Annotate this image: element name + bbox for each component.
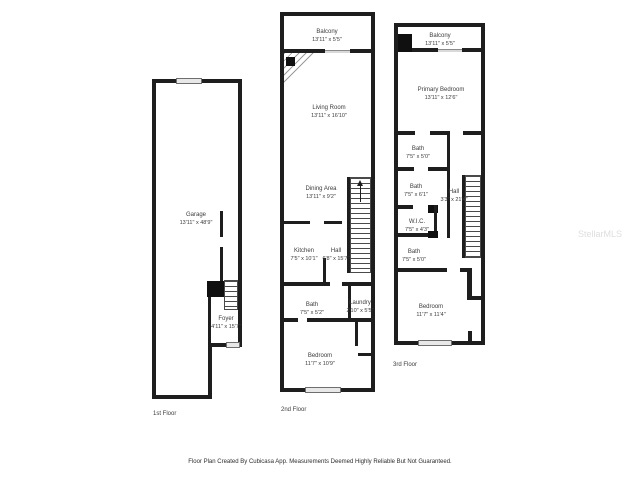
room-name: Bedroom bbox=[307, 353, 333, 359]
wall bbox=[284, 282, 330, 286]
room-dims: 7'5" x 4'3" bbox=[404, 226, 430, 233]
room-dims: 11'7" x 11'4" bbox=[416, 311, 446, 318]
wall bbox=[350, 49, 375, 53]
room-label-living-room bbox=[311, 105, 347, 120]
wall bbox=[280, 12, 375, 16]
wall bbox=[220, 247, 223, 281]
wall bbox=[394, 205, 413, 209]
room-name: Balcony bbox=[429, 33, 451, 39]
room-name: Bath bbox=[411, 146, 425, 152]
room-dims: 13'11" x 9'2" bbox=[306, 193, 336, 200]
room-label-dining-area bbox=[305, 186, 336, 201]
wall bbox=[394, 131, 415, 135]
wall bbox=[208, 343, 212, 399]
room-dims: 2'10" x 5'5" bbox=[346, 307, 374, 314]
wall bbox=[447, 131, 450, 238]
room-dims: 4'11" x 15'7" bbox=[211, 323, 241, 330]
room-label-laundry bbox=[346, 300, 373, 315]
room-dims: 7'5" x 5'0" bbox=[401, 256, 427, 263]
room-label-balcony bbox=[312, 29, 342, 44]
wall bbox=[430, 131, 447, 135]
balcony-door bbox=[438, 49, 462, 52]
wall bbox=[467, 272, 472, 298]
room-dims: 6'8" x 15'7" bbox=[322, 255, 350, 262]
room-name: Dining Area bbox=[305, 186, 337, 192]
room-dims: 13'11" x 16'10" bbox=[311, 112, 347, 119]
wall bbox=[348, 282, 371, 286]
wall bbox=[284, 318, 298, 322]
window bbox=[418, 340, 452, 346]
floor-label-third: 3rd Floor bbox=[393, 362, 418, 368]
room-label-wic bbox=[405, 219, 429, 234]
room-name: Hall bbox=[448, 189, 460, 195]
room-name: Bedroom bbox=[418, 304, 444, 310]
entry-door bbox=[226, 342, 240, 348]
wall bbox=[481, 23, 485, 345]
wall bbox=[152, 395, 212, 399]
room-name: Primary Bedroom bbox=[417, 87, 465, 93]
floor-label-second: 2nd Floor bbox=[281, 407, 307, 413]
stellar-mls-watermark: StellarMLS bbox=[578, 229, 623, 239]
room-dims: 13'11" x 5'5" bbox=[425, 40, 455, 47]
room-label-kitchen bbox=[290, 248, 317, 263]
window bbox=[176, 78, 202, 84]
wall bbox=[394, 167, 414, 171]
wall bbox=[468, 331, 472, 341]
wall-block bbox=[286, 57, 295, 66]
room-label-bath-bottom bbox=[402, 249, 426, 264]
wall bbox=[355, 322, 358, 346]
third-floor-plan bbox=[392, 20, 488, 372]
room-dims: 7'5" x 5'2" bbox=[299, 309, 325, 316]
window bbox=[305, 387, 341, 393]
wall bbox=[463, 131, 485, 135]
room-name: W.I.C. bbox=[408, 219, 426, 225]
wall bbox=[462, 48, 485, 52]
second-floor-plan bbox=[278, 10, 379, 422]
room-label-foyer bbox=[211, 316, 241, 331]
room-dims: 3'3" x 21'4" bbox=[440, 196, 468, 203]
room-dims: 7'5" x 5'0" bbox=[405, 153, 431, 160]
wall bbox=[152, 79, 156, 399]
stair-direction-line bbox=[360, 186, 361, 202]
wall-block bbox=[398, 34, 412, 52]
wall bbox=[280, 12, 284, 392]
wall bbox=[307, 318, 371, 322]
disclaimer-text: Floor Plan Created By Cubicasa App. Measurements Deemed Highly Reliable But Not Guaranteed. bbox=[188, 459, 452, 465]
room-label-hall bbox=[440, 189, 467, 204]
room-label-bedroom bbox=[416, 304, 445, 319]
wall bbox=[467, 296, 481, 300]
room-name: Balcony bbox=[316, 29, 338, 35]
wall bbox=[394, 23, 485, 27]
room-name: Kitchen bbox=[293, 248, 315, 254]
room-dims: 13'11" x 5'5" bbox=[312, 36, 342, 43]
room-label-bath bbox=[300, 302, 324, 317]
staircase bbox=[465, 175, 481, 258]
room-name: Laundry bbox=[349, 300, 371, 306]
floor-label-first: 1st Floor bbox=[153, 411, 177, 417]
wall-block bbox=[428, 231, 438, 238]
room-dims: 7'5" x 6'1" bbox=[403, 191, 429, 198]
room-label-bedroom bbox=[305, 353, 335, 368]
room-label-garage bbox=[180, 212, 213, 227]
room-name: Foyer bbox=[218, 316, 234, 322]
wall bbox=[324, 221, 342, 224]
room-name: Bath bbox=[409, 184, 423, 190]
wall bbox=[280, 49, 325, 53]
room-dims: 11'7" x 10'9" bbox=[305, 360, 335, 367]
room-label-hall bbox=[322, 248, 349, 263]
room-name: Bath bbox=[407, 249, 421, 255]
wall bbox=[238, 79, 242, 347]
room-dims: 7'5" x 10'1" bbox=[290, 255, 318, 262]
room-name: Garage bbox=[185, 212, 207, 218]
balcony-door bbox=[325, 50, 350, 53]
room-label-balcony bbox=[425, 33, 455, 48]
wall bbox=[284, 221, 310, 224]
room-label-bath-mid bbox=[404, 184, 428, 199]
room-name: Hall bbox=[330, 248, 342, 254]
wall bbox=[220, 211, 223, 237]
wall bbox=[358, 353, 371, 356]
wall-block bbox=[207, 281, 224, 297]
first-floor-plan bbox=[150, 75, 246, 425]
room-name: Living Room bbox=[312, 105, 346, 111]
room-name: Bath bbox=[305, 302, 319, 308]
wall bbox=[394, 23, 398, 345]
room-label-primary-bedroom bbox=[418, 87, 465, 102]
room-dims: 13'11" x 48'9" bbox=[179, 219, 213, 226]
staircase bbox=[224, 280, 238, 310]
wall bbox=[394, 268, 447, 272]
wall bbox=[371, 12, 375, 392]
room-label-bath-top bbox=[406, 146, 430, 161]
wall bbox=[428, 167, 447, 171]
room-dims: 13'11" x 12'6" bbox=[424, 94, 458, 101]
